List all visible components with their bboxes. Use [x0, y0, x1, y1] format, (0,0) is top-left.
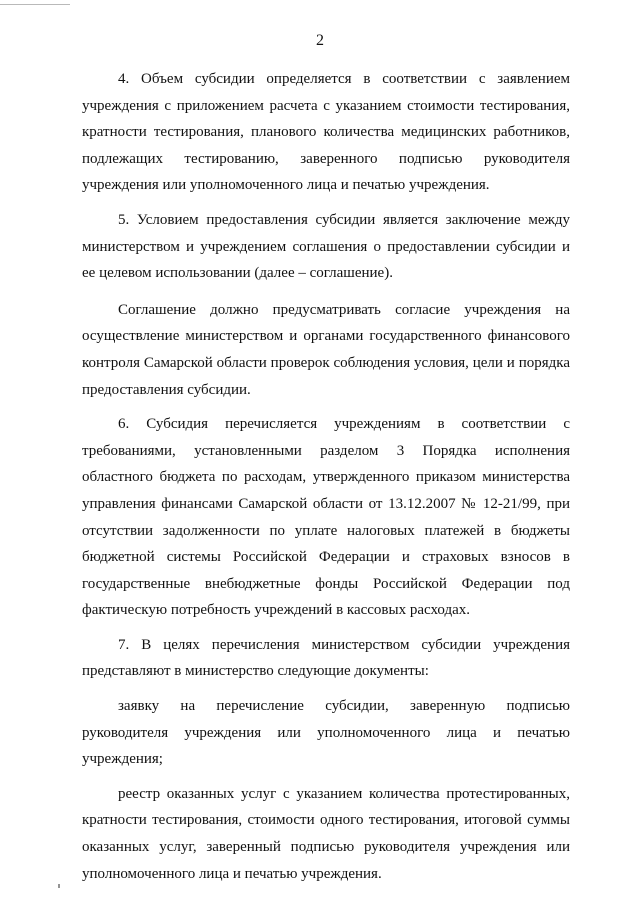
paragraph-5-subsidy-condition: 5. Условием предоставления субсидии является заключение между министерством и учреждением соглашения о предоставлении субсидии и ее целевом использовании (далее – соглашение). — [82, 211, 570, 282]
paragraph-6-subsidy-transfer: 6. Субсидия перечисляется учреждениям в соответствии с требованиями, установленными разделом 3 Порядка исполнения областного бюджета по расходам, утвержденного приказом министерства управления финансами Самарской области от 13.12.2007 № 12-21/99, при отсутствии задолженности по уплате налоговых платежей в бюджеты бюджетной системы Российской Федерации и страховых взносов в государственные внебюджетные фонды Российской Федерации под фактическую потребность учреждений в кассовых расходах. — [82, 416, 570, 619]
paragraph-4-subsidy-amount: 4. Объем субсидии определяется в соответствии с заявлением учреждения с приложением расчета с указанием стоимости тестирования, кратности тестирования, планового количества медицинских работников, подлежащих тестированию, заверенного подписью руководителя учреждения или уполномоченного лица и печатью учреждения. — [82, 71, 570, 194]
page-number: 2 — [316, 32, 324, 49]
list-item-transfer-request: заявку на перечисление субсидии, заверенную подписью руководителя учреждения или уполномоченного лица и печатью учреждения; — [82, 698, 570, 768]
scan-edge-mark — [0, 4, 70, 8]
scan-artifact-dot — [58, 884, 60, 888]
paragraph-7-required-documents: 7. В целях перечисления министерством субсидии учреждения представляют в министерство следующие документы: — [82, 636, 570, 680]
list-item-services-register: реестр оказанных услуг с указанием количества протестированных, кратности тестирования, стоимости одного тестирования, итоговой суммы оказанных услуг, заверенный подписью руководителя учреждения или уполномоченного лица и печатью учреждения. — [82, 785, 570, 882]
paragraph-agreement-consent: Соглашение должно предусматривать согласие учреждения на осуществление министерством и органами государственного финансового контроля Самарской области проверок соблюдения условия, цели и порядка предоставления субсидии. — [82, 301, 570, 398]
document-body — [82, 66, 570, 887]
